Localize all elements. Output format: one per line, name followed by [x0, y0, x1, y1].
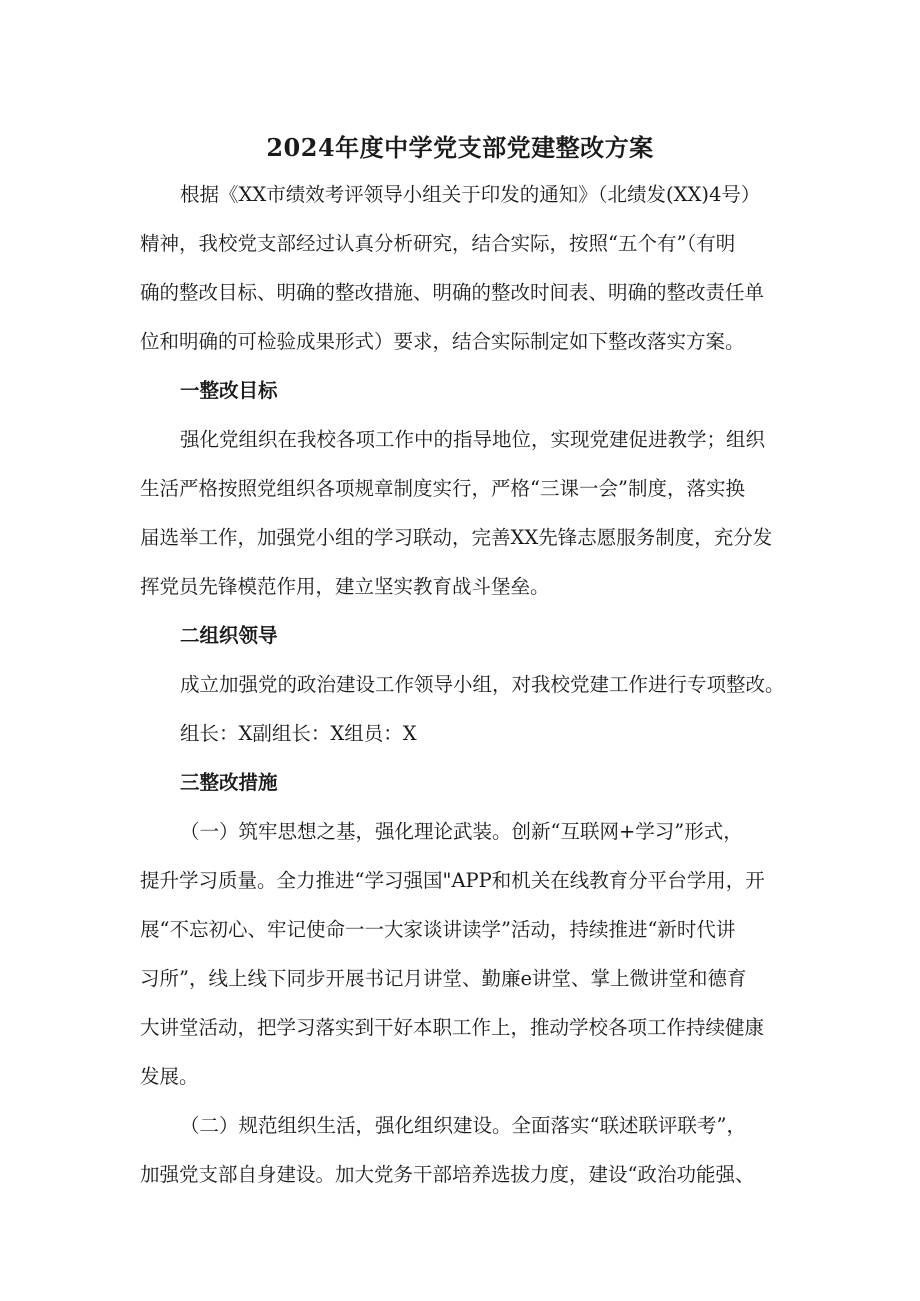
paragraph-line: 展“不忘初心、牢记使命一一大家谈讲读学”活动，持续推进“新时代讲	[140, 918, 736, 941]
paragraph-line: 成立加强党的政治建设工作领导小组，对我校党建工作进行专项整改。	[180, 673, 785, 696]
section-heading-goals: 一整改目标	[180, 379, 278, 402]
section-heading-leadership: 二组织领导	[180, 624, 278, 647]
intro-line: 确的整改目标、明确的整改措施、明确的整改时间表、明确的整改责任单	[140, 281, 765, 304]
paragraph-line: 组长：X副组长：X组员：X	[180, 722, 417, 745]
paragraph-line: 挥党员先锋模范作用，建立坚实教育战斗堡垒。	[140, 575, 550, 598]
intro-line: 根据《XX市绩效考评领导小组关于印发的通知》（北绩发(XX)4号）	[180, 183, 761, 206]
paragraph-line: 加强党支部自身建设。加大党务干部培养选拔力度，建设“政治功能强、	[140, 1163, 755, 1186]
section-heading-measures: 三整改措施	[180, 771, 278, 794]
intro-line: 位和明确的可检验成果形式）要求，结合实际制定如下整改落实方案。	[140, 330, 745, 353]
paragraph-line: 生活严格按照党组织各项规章制度实行，严格“三课一会”制度，落实换	[140, 477, 745, 500]
paragraph-line: 大讲堂活动，把学习落实到干好本职工作上，推动学校各项工作持续健康	[140, 1016, 765, 1039]
paragraph-line: （二）规范组织生活，强化组织建设。全面落实“联述联评联考”，	[180, 1114, 746, 1137]
paragraph-line: （一）筑牢思想之基，强化理论武装。创新“互联网+学习”形式，	[180, 820, 743, 843]
document-title: 2024年度中学党支部党建整改方案	[266, 133, 654, 162]
intro-line: 精神，我校党支部经过认真分析研究，结合实际，按照“五个有”（有明	[140, 232, 736, 255]
paragraph-line: 强化党组织在我校各项工作中的指导地位，实现党建促进教学；组织	[180, 428, 766, 451]
paragraph-line: 提升学习质量。全力推进“学习强国"APP和机关在线教育分平台学用，开	[140, 869, 765, 892]
paragraph-line: 届选举工作，加强党小组的学习联动，完善XX先锋志愿服务制度，充分发	[140, 526, 773, 549]
paragraph-line: 习所”，线上线下同步开展书记月讲堂、勤廉e讲堂、掌上微讲堂和德育	[140, 967, 747, 990]
paragraph-line: 发展。	[140, 1065, 199, 1088]
